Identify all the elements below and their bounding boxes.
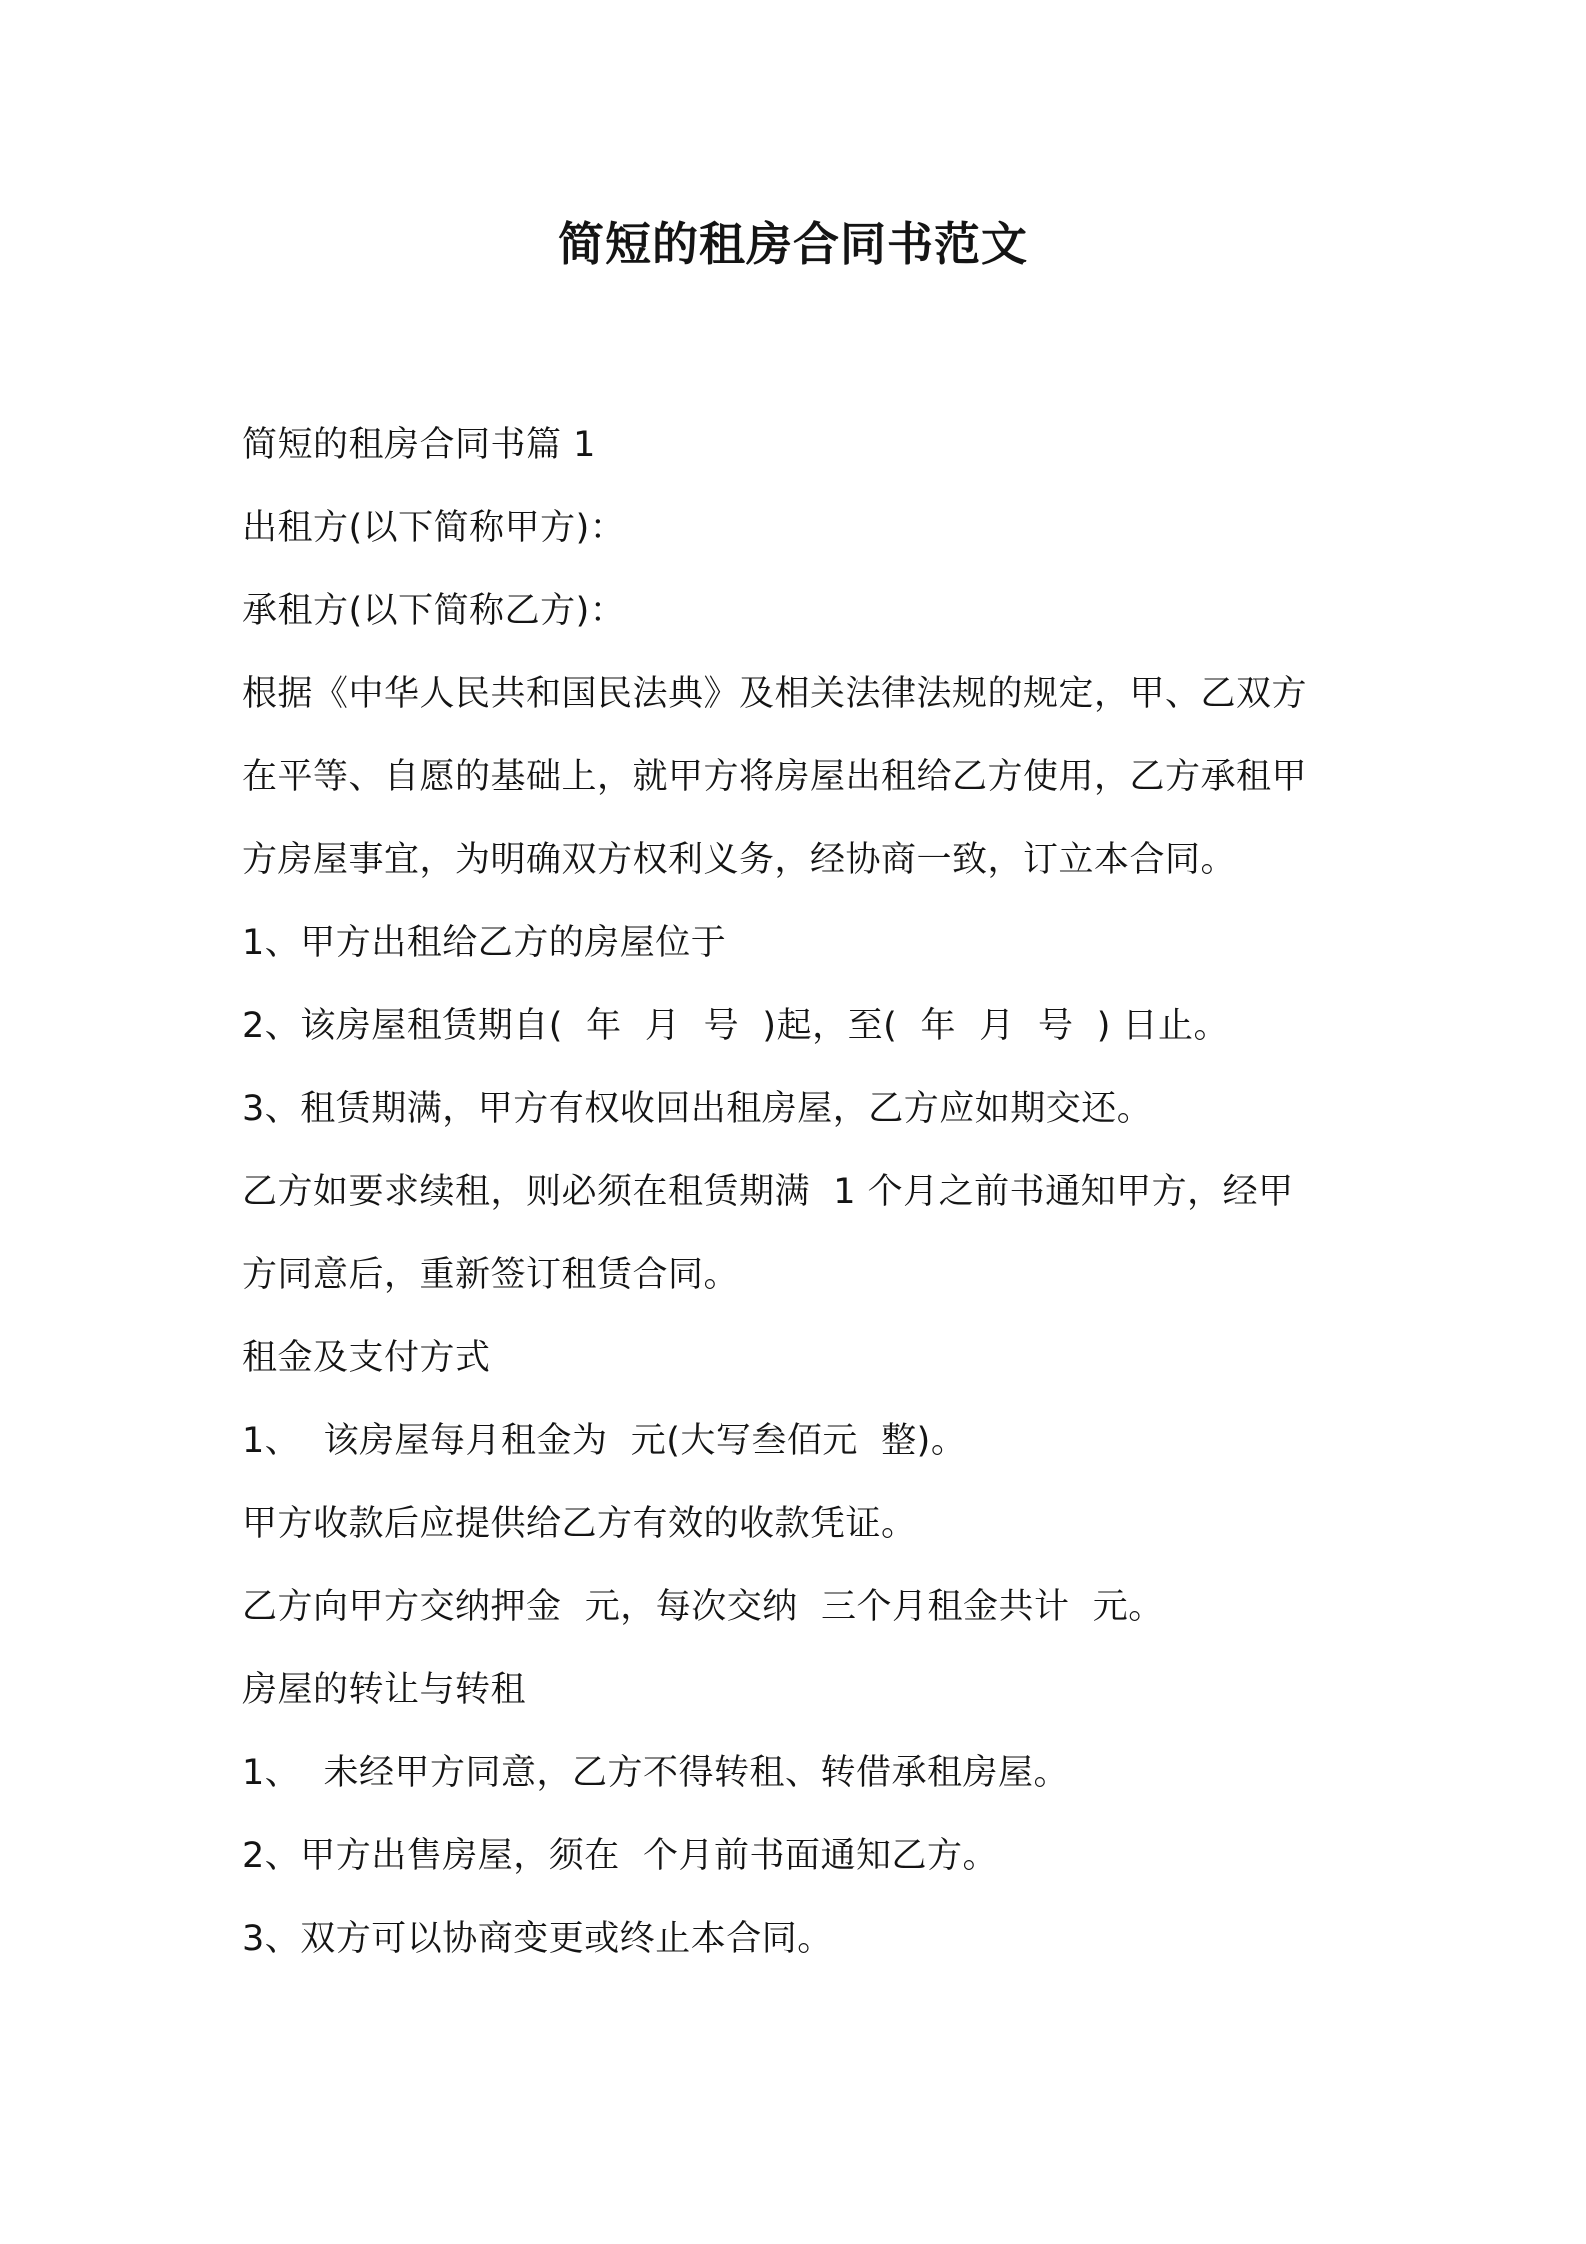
clause-line: 1、 未经甲方同意，乙方不得转租、转借承租房屋。 — [242, 1753, 1070, 1793]
clause-line: 甲方收款后应提供给乙方有效的收款凭证。 — [242, 1504, 917, 1544]
section-heading: 租金及支付方式 — [242, 1338, 491, 1378]
lessor-line: 出租方(以下简称甲方)： — [242, 508, 626, 548]
preamble-line: 根据《中华人民共和国民法典》及相关法律法规的规定，甲、乙双方 — [242, 674, 1308, 714]
clause-line: 3、租赁期满，甲方有权收回出租房屋，乙方应如期交还。 — [242, 1089, 1153, 1129]
clause-line: 乙方向甲方交纳押金 元，每次交纳 三个月租金共计 元。 — [242, 1587, 1164, 1627]
clause-line: 2、甲方出售房屋，须在 个月前书面通知乙方。 — [242, 1836, 999, 1876]
lessee-line: 承租方(以下简称乙方)： — [242, 591, 626, 631]
clause-line: 乙方如要求续租，则必须在租赁期满 1 个月之前书通知甲方，经甲 — [242, 1172, 1294, 1212]
clause-line: 3、双方可以协商变更或终止本合同。 — [242, 1919, 833, 1959]
section-heading: 简短的租房合同书篇 1 — [242, 425, 596, 465]
clause-line: 1、 该房屋每月租金为 元(大写叁佰元 整)。 — [242, 1421, 967, 1461]
document-body — [242, 404, 1362, 1981]
preamble-line: 在平等、自愿的基础上，就甲方将房屋出租给乙方使用，乙方承租甲 — [242, 757, 1308, 797]
clause-line: 方同意后，重新签订租赁合同。 — [242, 1255, 740, 1295]
document-title: 简短的租房合同书范文 — [558, 217, 1028, 271]
preamble-line: 方房屋事宜，为明确双方权利义务，经协商一致，订立本合同。 — [242, 840, 1237, 880]
clause-line: 1、甲方出租给乙方的房屋位于 — [242, 923, 727, 963]
section-heading: 房屋的转让与转租 — [242, 1670, 527, 1710]
clause-line: 2、该房屋租赁期自( 年 月 号 )起，至( 年 月 号 ) 日止。 — [242, 1006, 1230, 1046]
